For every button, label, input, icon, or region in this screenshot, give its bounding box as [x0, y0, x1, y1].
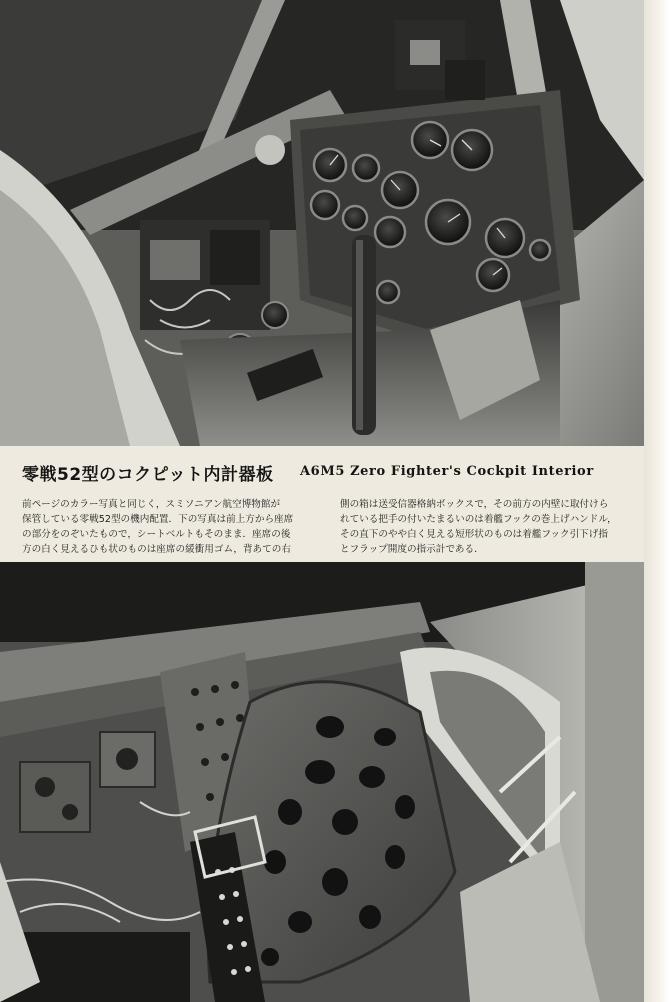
caption-line: 保管している零戦52型の機内配置．下の写真は前上方から座席 [22, 514, 294, 525]
caption-line: れている把手の付いたまるいのは着艦フックの巻上げハンドル， [340, 514, 617, 525]
caption-line: 方の白く見えるひも状のものは座席の緩衝用ゴム，背あての右 [22, 544, 291, 555]
instrument-panel-image [0, 0, 644, 446]
page-edge [644, 0, 669, 1002]
caption-line: とフラップ開度の指示計である． [340, 544, 484, 555]
caption-line: の部分をのぞいたもので，シートベルトもそのまま．座席の後 [22, 529, 291, 540]
caption-line: 前ページのカラー写真と同じく，スミソニアン航空博物館が [22, 499, 281, 510]
caption-line: 側の箱は送受信器格納ボックスで，その前方の内壁に取付けら [340, 499, 609, 510]
caption-body-left-column [22, 497, 324, 557]
caption-body-right-column [340, 497, 640, 557]
caption-title-japanese: 零戦52型のコクピット内計器板 [22, 465, 274, 485]
caption-title-english: A6M5 Zero Fighter's Cockpit Interior [300, 464, 594, 479]
caption-line: その直下のやや白く見える短形状のものは着艦フック引下げ指 [340, 529, 608, 540]
cockpit-seat-photo [0, 562, 644, 1002]
pilot-seat-image [0, 562, 644, 1002]
cockpit-instrument-panel-photo [0, 0, 644, 446]
